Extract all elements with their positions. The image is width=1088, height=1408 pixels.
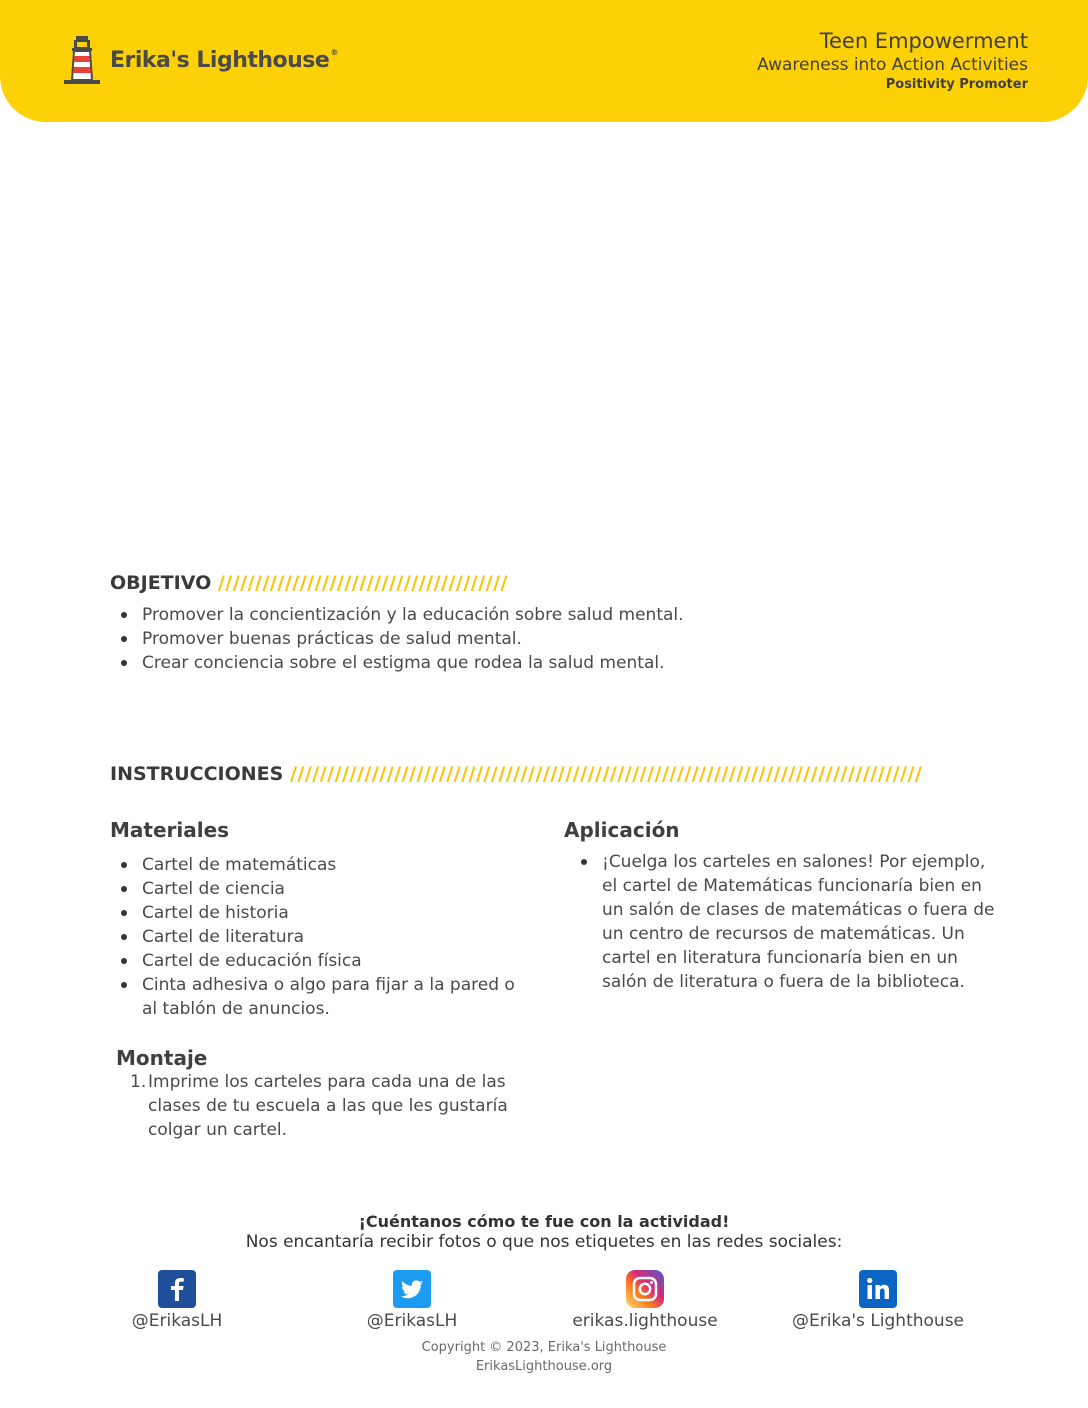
list-text: Imprime los carteles para cada una de las clases de tu escuela a las que les gustaría colgar un cartel. [148,1072,508,1140]
aplicacion-list [572,850,997,994]
copyright-text: Copyright © 2023, Erika's Lighthouse [421,1340,667,1355]
list-item: Cartel de matemáticas [112,853,522,877]
header-banner [0,0,1088,122]
twitter-handle[interactable]: @ErikasLH [366,1311,458,1331]
objetivo-heading: OBJETIVO /////////////////////////////////////// [110,572,508,594]
list-item: Crear conciencia sobre el estigma que rodea la salud mental. [112,651,1012,675]
list-item [118,1070,538,1142]
instagram-handle[interactable]: erikas.lighthouse [572,1311,718,1331]
program-category: Positivity Promoter [885,77,1028,92]
chalk-pieces [395,428,570,501]
program-subtitle: Awareness into Action Activities [757,55,1028,75]
facebook-handle[interactable]: @ErikasLH [131,1311,223,1331]
list-item: Cartel de ciencia [112,877,522,901]
objetivo-list [112,603,1012,675]
hero-title-line1: Carteles educativos [338,127,1067,306]
cta-text: Nos encantaría recibir fotos o que nos etiquetes en las redes sociales: [245,1232,843,1252]
lighthouse-icon [62,34,102,86]
list-item: Promover la concientización y la educación sobre salud mental. [112,603,1012,627]
social-facebook[interactable] [77,1270,277,1332]
program-info [757,28,1028,94]
twitter-icon[interactable] [393,1270,431,1308]
materiales-heading: Materiales [110,818,230,842]
list-item: Cartel de literatura [112,925,522,949]
materiales-list [112,853,522,1021]
eraser-illustration [632,406,1030,504]
facebook-icon[interactable] [158,1270,196,1308]
list-item: Promover buenas prácticas de salud mental. [112,627,1012,651]
call-to-action [0,1212,1088,1252]
list-item: Cartel de historia [112,901,522,925]
cta-heading: ¡Cuéntanos cómo te fue con la actividad! [358,1212,730,1231]
montaje-heading: Montaje [116,1046,208,1070]
website-link[interactable]: ErikasLighthouse.org [475,1359,613,1374]
social-linkedin[interactable] [778,1270,978,1332]
apple-illustration [97,230,325,503]
copyright-block [0,1338,1088,1376]
brand-name: Erika's Lighthouse® [110,47,338,73]
list-item: Cinta adhesiva o algo para fijar a la pared o al tablón de anuncios. [112,973,522,1021]
brand-logo[interactable] [62,34,338,86]
instagram-icon[interactable] [626,1270,664,1308]
list-item: ¡Cuelga los carteles en salones! Por ejemplo, el cartel de Matemáticas funcionaría bien en un salón de clases de matemáticas o fuera de un centro de recursos de matemáticas. Un cartel en literatura funcionaría bien en un salón de literatura o fuera de la biblioteca. [572,850,997,994]
list-number: 1. [130,1072,147,1092]
linkedin-icon[interactable] [859,1270,897,1308]
social-twitter[interactable] [312,1270,512,1332]
program-title: Teen Empowerment [819,29,1028,53]
hero-title-line2: para el salón [448,272,932,416]
list-item: Cartel de educación física [112,949,522,973]
desk-surface [2,450,1086,507]
montaje-list [118,1070,538,1142]
aplicacion-heading: Aplicación [564,818,680,842]
instrucciones-heading: INSTRUCCIONES ///////////////////////////////////////////////////////////////////////////////////// [110,763,923,785]
social-instagram[interactable] [545,1270,745,1332]
hero-chalkboard-image [2,118,1086,507]
linkedin-handle[interactable]: @Erika's Lighthouse [791,1311,965,1331]
